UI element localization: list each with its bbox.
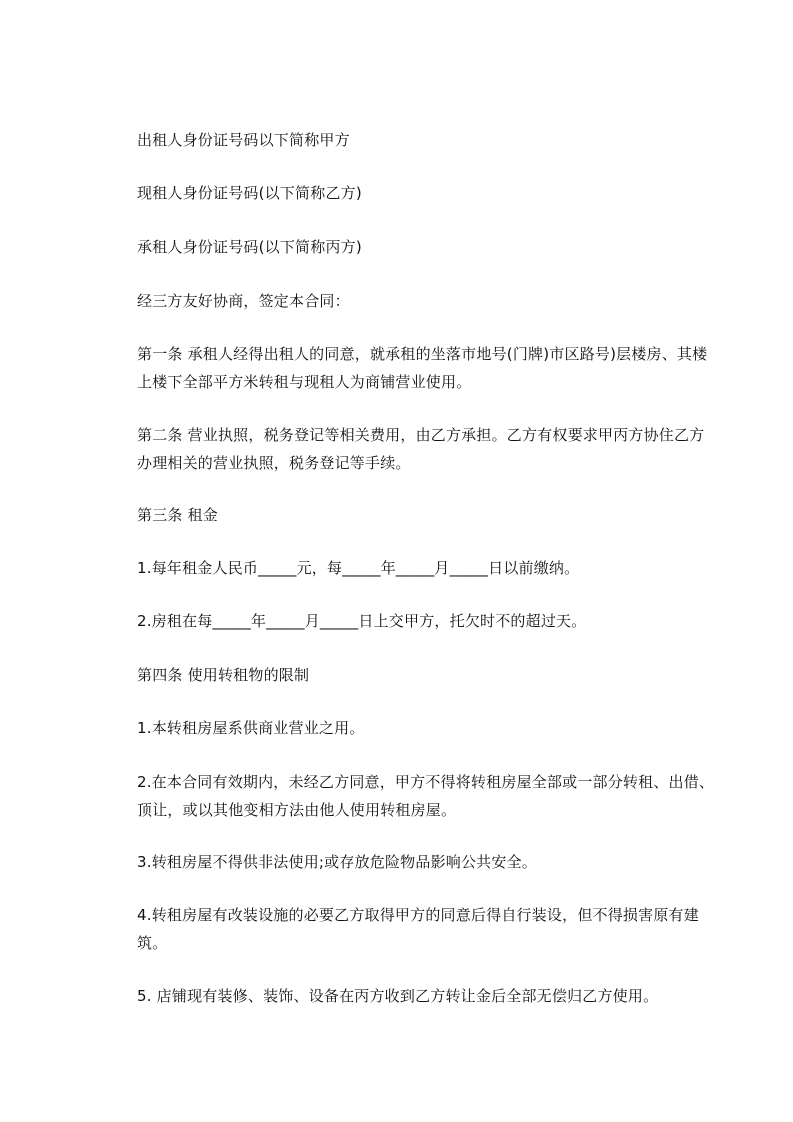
article-3-item-1: 1.每年租金人民币_____元，每_____年_____月_____日以前缴纳。 <box>137 559 580 577</box>
article-3-item-2: 2.房租在每_____年_____月_____日上交甲方，托欠时不的超过天。 <box>137 612 587 630</box>
lessor-line: 出租人身份证号码以下简称甲方 <box>137 131 350 149</box>
article-4-item-1: 1.本转租房屋系供商业营业之用。 <box>137 719 365 737</box>
current-tenant-line: 现租人身份证号码(以下简称乙方) <box>137 184 362 202</box>
article-4-item-2: 2.在本合同有效期内，未经乙方同意，甲方不得将转租房屋全部或一部分转租、出借、顶让，或以其他变相方法由他人使用转租房屋。 <box>137 773 715 819</box>
article-4-item-3: 3.转租房屋不得供非法使用;或存放危险物品影响公共安全。 <box>137 853 537 871</box>
article-2-paragraph: 第二条 营业执照，税务登记等相关费用，由乙方承担。乙方有权要求甲丙方协住乙方办理相关的营业执照，税务登记等手续。 <box>137 426 705 472</box>
article-4-item-5: 5. 店铺现有装修、装饰、设备在丙方收到乙方转让金后全部无偿归乙方使用。 <box>137 987 659 1005</box>
article-4-item-4: 4.转租房屋有改装设施的必要乙方取得甲方的同意后得自行装设，但不得损害原有建筑。 <box>137 906 699 952</box>
preamble-line: 经三方友好协商，签定本合同： <box>137 292 350 310</box>
lessee-line: 承租人身份证号码(以下简称丙方) <box>137 238 362 256</box>
article-4-heading: 第四条 使用转租物的限制 <box>137 666 310 684</box>
article-3-heading: 第三条 租金 <box>137 506 218 524</box>
article-1-paragraph: 第一条 承租人经得出租人的同意，就承租的坐落市地号(门牌)市区路号)层楼房、其楼上楼下全部平方米转租与现租人为商铺营业使用。 <box>137 345 708 391</box>
